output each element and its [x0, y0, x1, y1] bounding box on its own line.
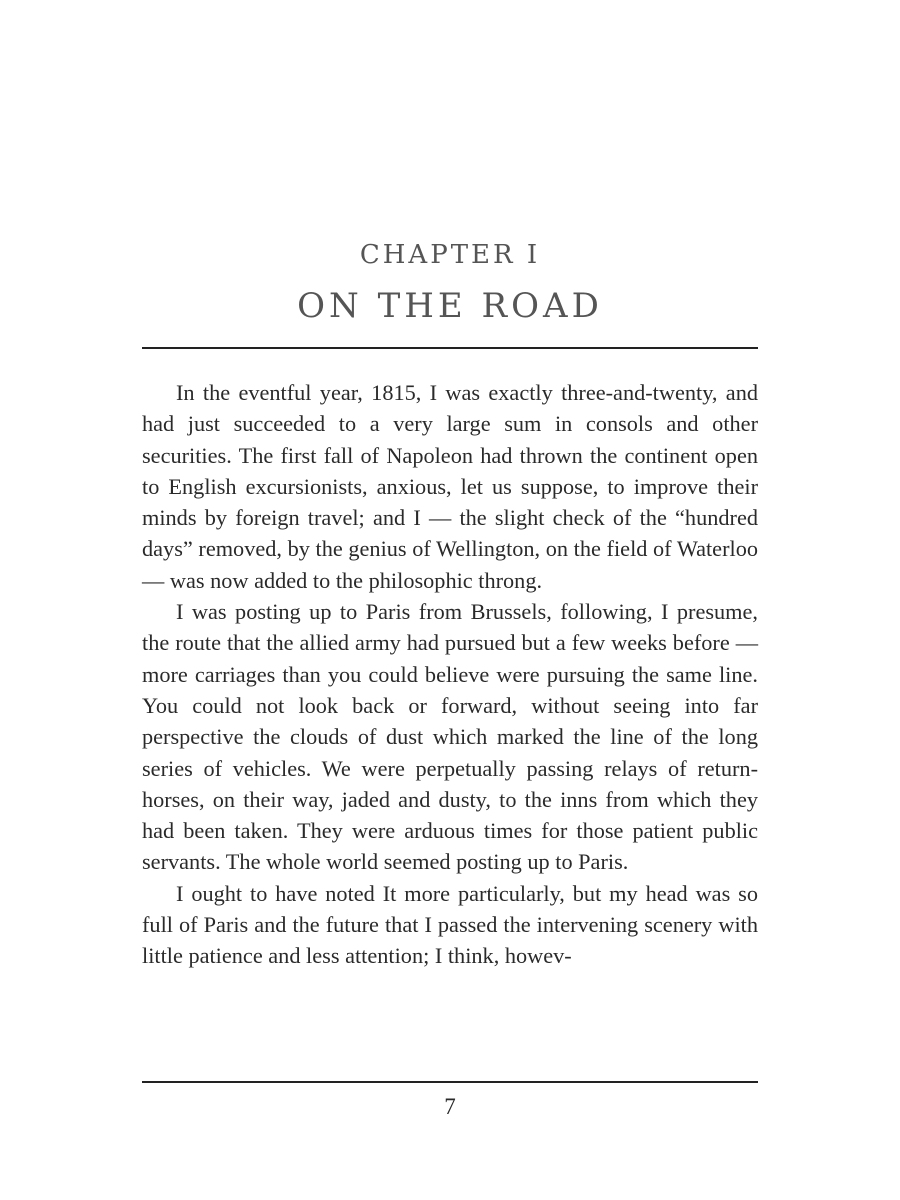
paragraph: I was posting up to Paris from Brussels, following, I presume, the route that the allied army had pursued but a few weeks before — more carriages than you could believe were pursuing the same line. You could not look back or forward, without seeing into far perspective the clouds of dust which marked the line of the long series of vehicles. We were perpetually passing relays of return-horses, on their way, jaded and dusty, to the inns from which they had been taken. They were arduous times for those patient public servants. The whole world seemed posting up to Paris.	[142, 599, 758, 875]
header-divider	[142, 347, 758, 349]
chapter-body	[142, 377, 758, 972]
footer-divider	[142, 1081, 758, 1083]
paragraph: In the eventful year, 1815, I was exactly three-and-twenty, and had just succeeded to a very large sum in consols and other securities. The first fall of Napoleon had thrown the continent open to English excursionists, anxious, let us suppose, to improve their minds by foreign travel; and I — the slight check of the “hundred days” removed, by the genius of Wellington, on the field of Waterloo — was now added to the philosophic throng.	[142, 380, 758, 593]
chapter-title: ON THE ROAD	[297, 286, 603, 326]
paragraph: I ought to have noted It more particularly, but my head was so full of Paris and the future that I passed the intervening scenery with little patience and less attention; I think, howev-	[142, 880, 758, 969]
page-number: 7	[444, 1094, 456, 1119]
chapter-label: CHAPTER I	[359, 240, 541, 270]
